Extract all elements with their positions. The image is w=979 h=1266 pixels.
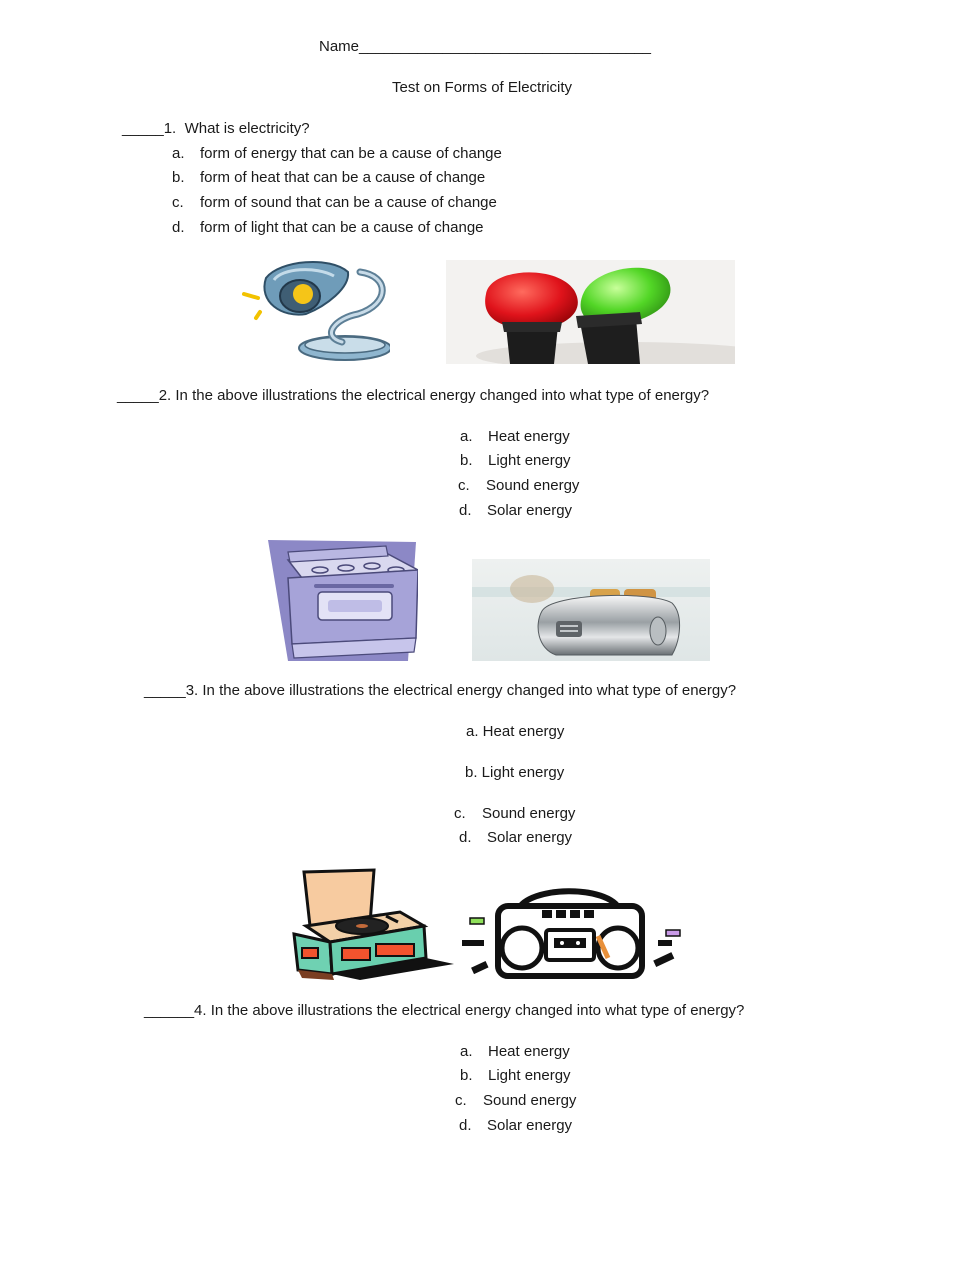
q3-option-a[interactable]: [466, 723, 564, 740]
q2-option-b[interactable]: [460, 452, 571, 469]
q4-option-d[interactable]: [459, 1117, 572, 1134]
name-line[interactable]: Name___________________________________: [319, 38, 651, 55]
option-letter: d.: [459, 1117, 472, 1134]
option-text: form of heat that can be a cause of change: [200, 169, 486, 186]
option-text: form of light that can be a cause of change: [200, 219, 484, 236]
q3-option-d[interactable]: [459, 829, 572, 846]
q1-option-a[interactable]: [172, 145, 502, 162]
q2-option-c[interactable]: [458, 477, 579, 494]
option-letter: d.: [172, 219, 185, 236]
question-1-text: What is electricity?: [184, 120, 310, 137]
page-title: Test on Forms of Electricity: [392, 79, 573, 96]
question-4-text: ______4. In the above illustrations the electrical energy changed into what type of energy?: [144, 1002, 745, 1019]
option-text: Solar energy: [487, 502, 573, 519]
q1-option-d[interactable]: [172, 219, 484, 236]
q4-option-b[interactable]: [460, 1067, 571, 1084]
question-3-text: _____3. In the above illustrations the electrical energy changed into what type of energy?: [144, 682, 737, 699]
option-letter: a.: [460, 1043, 473, 1060]
question-2-text: _____2. In the above illustrations the electrical energy changed into what type of energy?: [117, 387, 710, 404]
colored-bulbs-photo: [446, 260, 735, 364]
option-text: Light energy: [488, 452, 571, 469]
question-1: [122, 120, 310, 137]
option-text: Sound energy: [482, 805, 576, 822]
option-text: Sound energy: [486, 477, 580, 494]
q3-option-c[interactable]: [454, 805, 575, 822]
option-letter: c.: [455, 1092, 467, 1109]
option-text: b. Light energy: [465, 764, 565, 781]
question-1-number[interactable]: _____1.: [122, 120, 177, 137]
option-text: Solar energy: [487, 1117, 573, 1134]
option-text: Heat energy: [488, 1043, 570, 1060]
option-letter: d.: [459, 829, 472, 846]
q2-option-a[interactable]: [460, 428, 570, 445]
option-letter: b.: [460, 452, 473, 469]
option-letter: b.: [460, 1067, 473, 1084]
q3-option-b[interactable]: [465, 764, 564, 781]
option-letter: c.: [458, 477, 470, 494]
option-text: form of energy that can be a cause of change: [200, 145, 502, 162]
option-text: form of sound that can be a cause of change: [200, 194, 497, 211]
option-letter: a.: [172, 145, 185, 162]
q1-option-c[interactable]: [172, 194, 497, 211]
option-text: Light energy: [488, 1067, 571, 1084]
option-letter: a.: [460, 428, 473, 445]
toaster-photo: [472, 559, 710, 661]
desk-lamp-icon: [240, 258, 390, 364]
option-letter: b.: [172, 169, 185, 186]
q1-option-b[interactable]: [172, 169, 485, 186]
option-text: a. Heat energy: [466, 723, 565, 740]
option-letter: c.: [172, 194, 184, 211]
option-text: Solar energy: [487, 829, 573, 846]
option-text: Heat energy: [488, 428, 570, 445]
boombox-icon: [458, 880, 686, 980]
stove-icon: [268, 540, 418, 661]
record-player-icon: [290, 868, 458, 980]
q4-option-a[interactable]: [460, 1043, 570, 1060]
option-text: Sound energy: [483, 1092, 577, 1109]
q2-option-d[interactable]: [459, 502, 572, 519]
q4-option-c[interactable]: [455, 1092, 576, 1109]
option-letter: c.: [454, 805, 466, 822]
option-letter: d.: [459, 502, 472, 519]
